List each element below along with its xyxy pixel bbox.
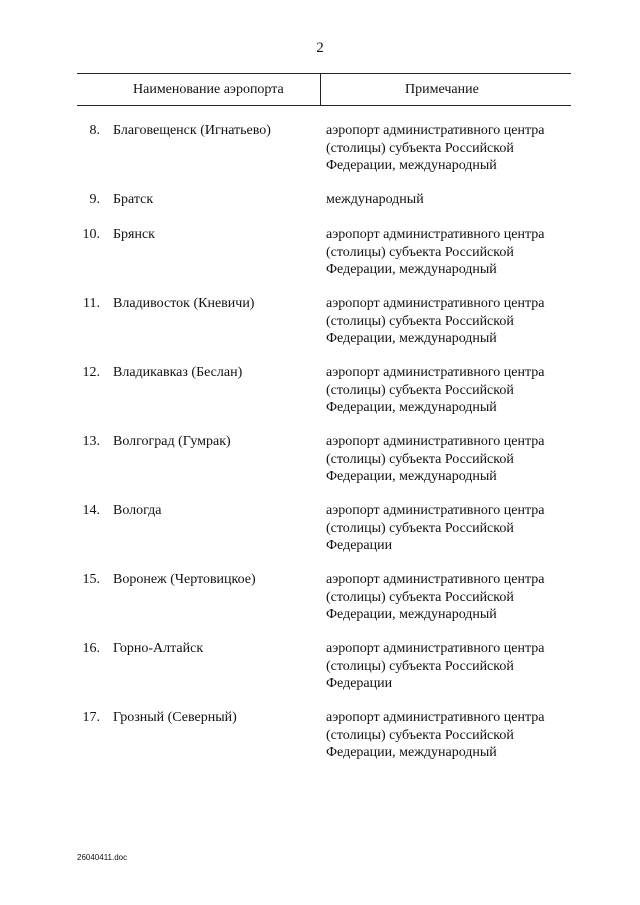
airport-name: Грозный (Северный)	[113, 710, 237, 725]
airport-note: международный	[326, 192, 424, 207]
row-number: 12.	[82, 365, 100, 380]
table-row	[0, 502, 640, 571]
row-number: 16.	[82, 641, 100, 656]
row-number: 11.	[83, 296, 100, 311]
airport-list	[0, 122, 640, 778]
airport-name: Владикавказ (Беслан)	[113, 365, 243, 380]
airport-name: Вологда	[113, 503, 162, 518]
airport-note: аэропорт административного центра (столицы) субъекта Российской Федерации	[326, 503, 545, 553]
row-number: 8.	[89, 123, 100, 138]
airport-name: Брянск	[113, 227, 155, 242]
header-divider	[320, 74, 321, 105]
airport-name: Горно-Алтайск	[113, 641, 204, 656]
airport-note: аэропорт административного центра (столицы) субъекта Российской Федерации, международный	[326, 123, 545, 173]
airport-note: аэропорт административного центра (столицы) субъекта Российской Федерации, международный	[326, 296, 545, 346]
page-number: 2	[316, 40, 324, 56]
table-row	[0, 226, 640, 295]
airport-note: аэропорт административного центра (столицы) субъекта Российской Федерации, международный	[326, 710, 545, 760]
airport-name: Владивосток (Кневичи)	[113, 296, 255, 311]
table-row	[0, 571, 640, 640]
document-id: 26040411.doc	[77, 853, 128, 862]
header-note: Примечание	[405, 82, 479, 97]
airport-note: аэропорт административного центра (столицы) субъекта Российской Федерации, международный	[326, 572, 545, 622]
row-number: 14.	[82, 503, 100, 518]
airport-note: аэропорт административного центра (столицы) субъекта Российской Федерации, международный	[326, 434, 545, 484]
table-header	[77, 73, 571, 106]
row-number: 17.	[82, 710, 100, 725]
airport-name: Благовещенск (Игнатьево)	[113, 123, 271, 138]
airport-note: аэропорт административного центра (столицы) субъекта Российской Федерации	[326, 641, 545, 691]
header-airport-name: Наименование аэропорта	[133, 82, 284, 97]
row-number: 9.	[89, 192, 100, 207]
airport-note: аэропорт административного центра (столицы) субъекта Российской Федерации, международный	[326, 227, 545, 277]
table-row	[0, 122, 640, 191]
table-row	[0, 191, 640, 226]
row-number: 13.	[82, 434, 100, 449]
row-number: 10.	[82, 227, 100, 242]
airport-note: аэропорт административного центра (столицы) субъекта Российской Федерации, международный	[326, 365, 545, 415]
airport-name: Воронеж (Чертовицкое)	[113, 572, 256, 587]
airport-name: Братск	[113, 192, 154, 207]
table-row	[0, 640, 640, 709]
row-number: 15.	[82, 572, 100, 587]
table-row	[0, 709, 640, 778]
table-row	[0, 295, 640, 364]
airport-name: Волгоград (Гумрак)	[113, 434, 231, 449]
table-row	[0, 433, 640, 502]
table-row	[0, 364, 640, 433]
